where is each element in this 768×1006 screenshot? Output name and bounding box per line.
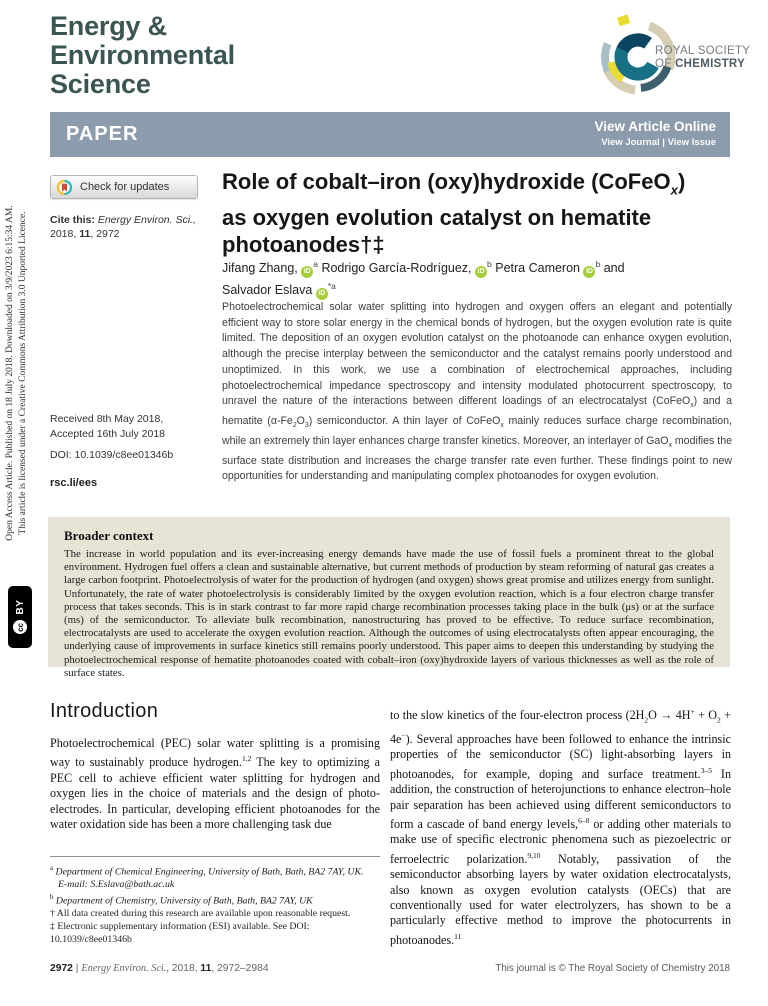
broader-context-heading: Broader context [64,528,154,543]
author-name: Rodrigo García-Rodríguez, [321,261,472,276]
broader-context-box [48,517,730,679]
orcid-icon[interactable]: iD [583,266,595,278]
cite-this-line1: Cite this: Energy Environ. Sci., [50,214,196,226]
author-name: Salvador Eslava [222,283,313,298]
broader-context-body: The increase in world population and its ever-increasing energy demands have made the use of fossil fuels a prominent threat to the global environment. Hydrogen fuel offers a clean and sustainable alternative, but current methods of production by steam reforming of natural gas creates a large carbon footprint. Photoelectrolysis of water for the production of hydrogen (and oxygen) shows great promise and utilizes energy from sunlight. Unfortunately, the rate of water photoelectrolysis is considerably limited by the oxygen evolution reaction, which is a four electron charge transfer process that takes seconds. This is in stark contrast to far more rapid charge recombination processes taking place in the bulk (μs) or at the surface (ms) of the semiconductor. To alleviate bulk recombination, nanostructuring has proved to be effective. To reduce surface recombination, electrocatalysts are used to accelerate the oxygen evolution reaction. Although the outcomes of using electrocatalysts often appear encouraging, the underlying cause of improvements in surface kinetics still remains poorly understood. This paper aims to deepen this understanding by studying the photoelectrochemical response of hematite photoanodes coated with cobalt–iron (oxy)hydroxide layers of various thicknesses as well as the role of surface states. [64,548,714,679]
svg-text:OF CHEMISTRY: OF CHEMISTRY [655,58,746,70]
paper-banner [50,112,730,157]
journal-title [50,12,235,99]
paper-label: PAPER [66,123,139,145]
introduction-section [50,700,380,832]
svg-text:ROYAL SOCIETY: ROYAL SOCIETY [655,45,750,57]
cc-by-badge[interactable] [8,586,32,648]
cc-by-label: BY [14,599,26,615]
check-for-updates-button[interactable] [50,175,198,199]
journal-title-line: Science [50,69,151,99]
right-column-paragraph: to the slow kinetics of the four-electron process $(2H_2O \to 4H^+ + O_2 + 4e^-)$. Several approaches have been followed to enhance the intrinsic properties of the semiconductor (SC) light-absorbing layers in photoanodes, for example, doping and surface treatment.$^{3-5}$ In addition, the construction of heterojunctions to enhance electron–hole pair separation has been achieved using different semiconductors to form a cascade of band energy levels,$^{6-8}$ or adding other materials to make use of specific electronic phenomena such as piezoelectric or ferroelectric polarization.$^{9,10}$ Notably, passivation of the semiconductor absorbing layers by water oxidation electrocatalysts, also known as oxygen evolution catalysts (OECs) that are conventionally used for water electrolyzers, has shown to be a particularly effective method to improve the photocurrents in photoanodes.$^{11}$ [390,707,732,947]
footer-citation: 2972 | Energy Environ. Sci., 2018, 11, 2972–2984 [50,963,269,974]
rsc-logo [598,12,750,102]
footnotes [50,856,380,946]
article-title: Role of cobalt–iron (oxy)hydroxide (CoFeO$_x$) as oxygen evolution catalyst on hematite photoanodes†‡ [222,169,686,258]
check-for-updates-label: Check for updates [80,181,170,193]
open-access-vertical-text: Open Access Article. Published on 18 July 2018. Downloaded on 3/9/2023 6:15:34 AM. [5,205,15,541]
license-vertical-text: This article is licensed under a Creative Commons Attribution 3.0 Unported Licence. [18,211,28,535]
affiliation-mark: a [313,259,318,269]
orcid-icon[interactable]: iD [301,266,313,278]
accepted-date: Accepted 16th July 2018 [50,427,165,440]
affiliation-mark: b [487,259,492,269]
affiliation-mark: *a [327,281,336,292]
footnote-affiliation-a: $^a$ Department of Chemical Engineering, University of Bath, Bath, BA2 7AY, UK. [50,865,364,878]
author-list-conjunction: and [603,261,625,276]
received-date: Received 8th May 2018, [50,413,164,425]
view-journal-issue-links[interactable]: View Journal | View Issue [601,137,716,148]
footnote-email[interactable]: E-mail: S.Eslava@bath.ac.uk [58,879,175,891]
journal-url-link[interactable]: rsc.li/ees [50,477,98,489]
author-name: Jifang Zhang, [222,261,298,276]
introduction-heading: Introduction [50,700,159,722]
rsc-logo-text [655,45,750,70]
affiliation-mark: b [595,259,601,269]
cite-this-line2: 2018, 11, 2972 [50,227,120,240]
orcid-icon[interactable]: iD [475,266,487,278]
footnote-dagger: † All data created during this research are available upon reasonable request. [50,907,351,919]
cc-icon: cc [13,620,27,634]
doi: DOI: 10.1039/c8ee01346b [50,449,174,461]
introduction-paragraph: Photoelectrochemical (PEC) solar water splitting is a promising way to sustainably produce hydrogen.$^{1,2}$ The key to optimizing a PEC cell to achieve efficient water splitting for hydrogen and oxygen lies in the choice of materials and the design of photo-electrodes. In particular, developing efficient photoanodes for the water oxidation side has been a more challenging task due [50,736,380,832]
article-meta-column [50,175,215,241]
footnote-double-dagger: ‡ Electronic supplementary information (ESI) available. See DOI: 10.1039/c8ee01346b [50,920,310,945]
footnote-affiliation-b: $^b$ Department of Chemistry, University of Bath, Bath, BA2 7AY, UK [50,893,313,907]
article-abstract: Photoelectrochemical solar water splitting into hydrogen and oxygen offers an elegant and potentially efficient way to store solar energy in the chemical bonds of hydrogen, but the oxygen evolution rate is quite limited. The deposition of an oxygen evolution catalyst on the photoanode can enhance oxygen evolution, although the precise interplay between the semiconductor and the catalyst remains poorly understood and unoptimized. In this work, we use a combination of electrochemical approaches, including photoelectrochemical impedance spectroscopy and intensity modulated photocurrent spectroscopy, to unravel the nature of the interactions between different loadings of an electrocatalyst (CoFeO$_x$) and a hematite $(\alpha-Fe_2O_3)$ semiconductor. A thin layer of CoFeO$_x$ mainly reduces surface charge recombination, while an extremely thin layer enhances charge transfer kinetics. Moreover, an interlayer of GaO$_x$ modifies the surface state distribution and increases the charge transfer rate even further. These findings point to new opportunities for understanding and manipulating complex photoanodes for oxygen evolution. [222,301,733,483]
orcid-icon[interactable]: iD [316,288,328,300]
page-footer [50,963,730,974]
journal-title-line: Environmental [50,40,235,70]
footer-copyright: This journal is © The Royal Society of Chemistry 2018 [495,963,730,974]
author-name: Petra Cameron [495,261,580,276]
crossmark-icon [56,179,73,196]
view-article-online-link[interactable]: View Article Online [594,119,716,134]
journal-title-line: Energy & [50,11,167,41]
author-list [222,256,734,300]
